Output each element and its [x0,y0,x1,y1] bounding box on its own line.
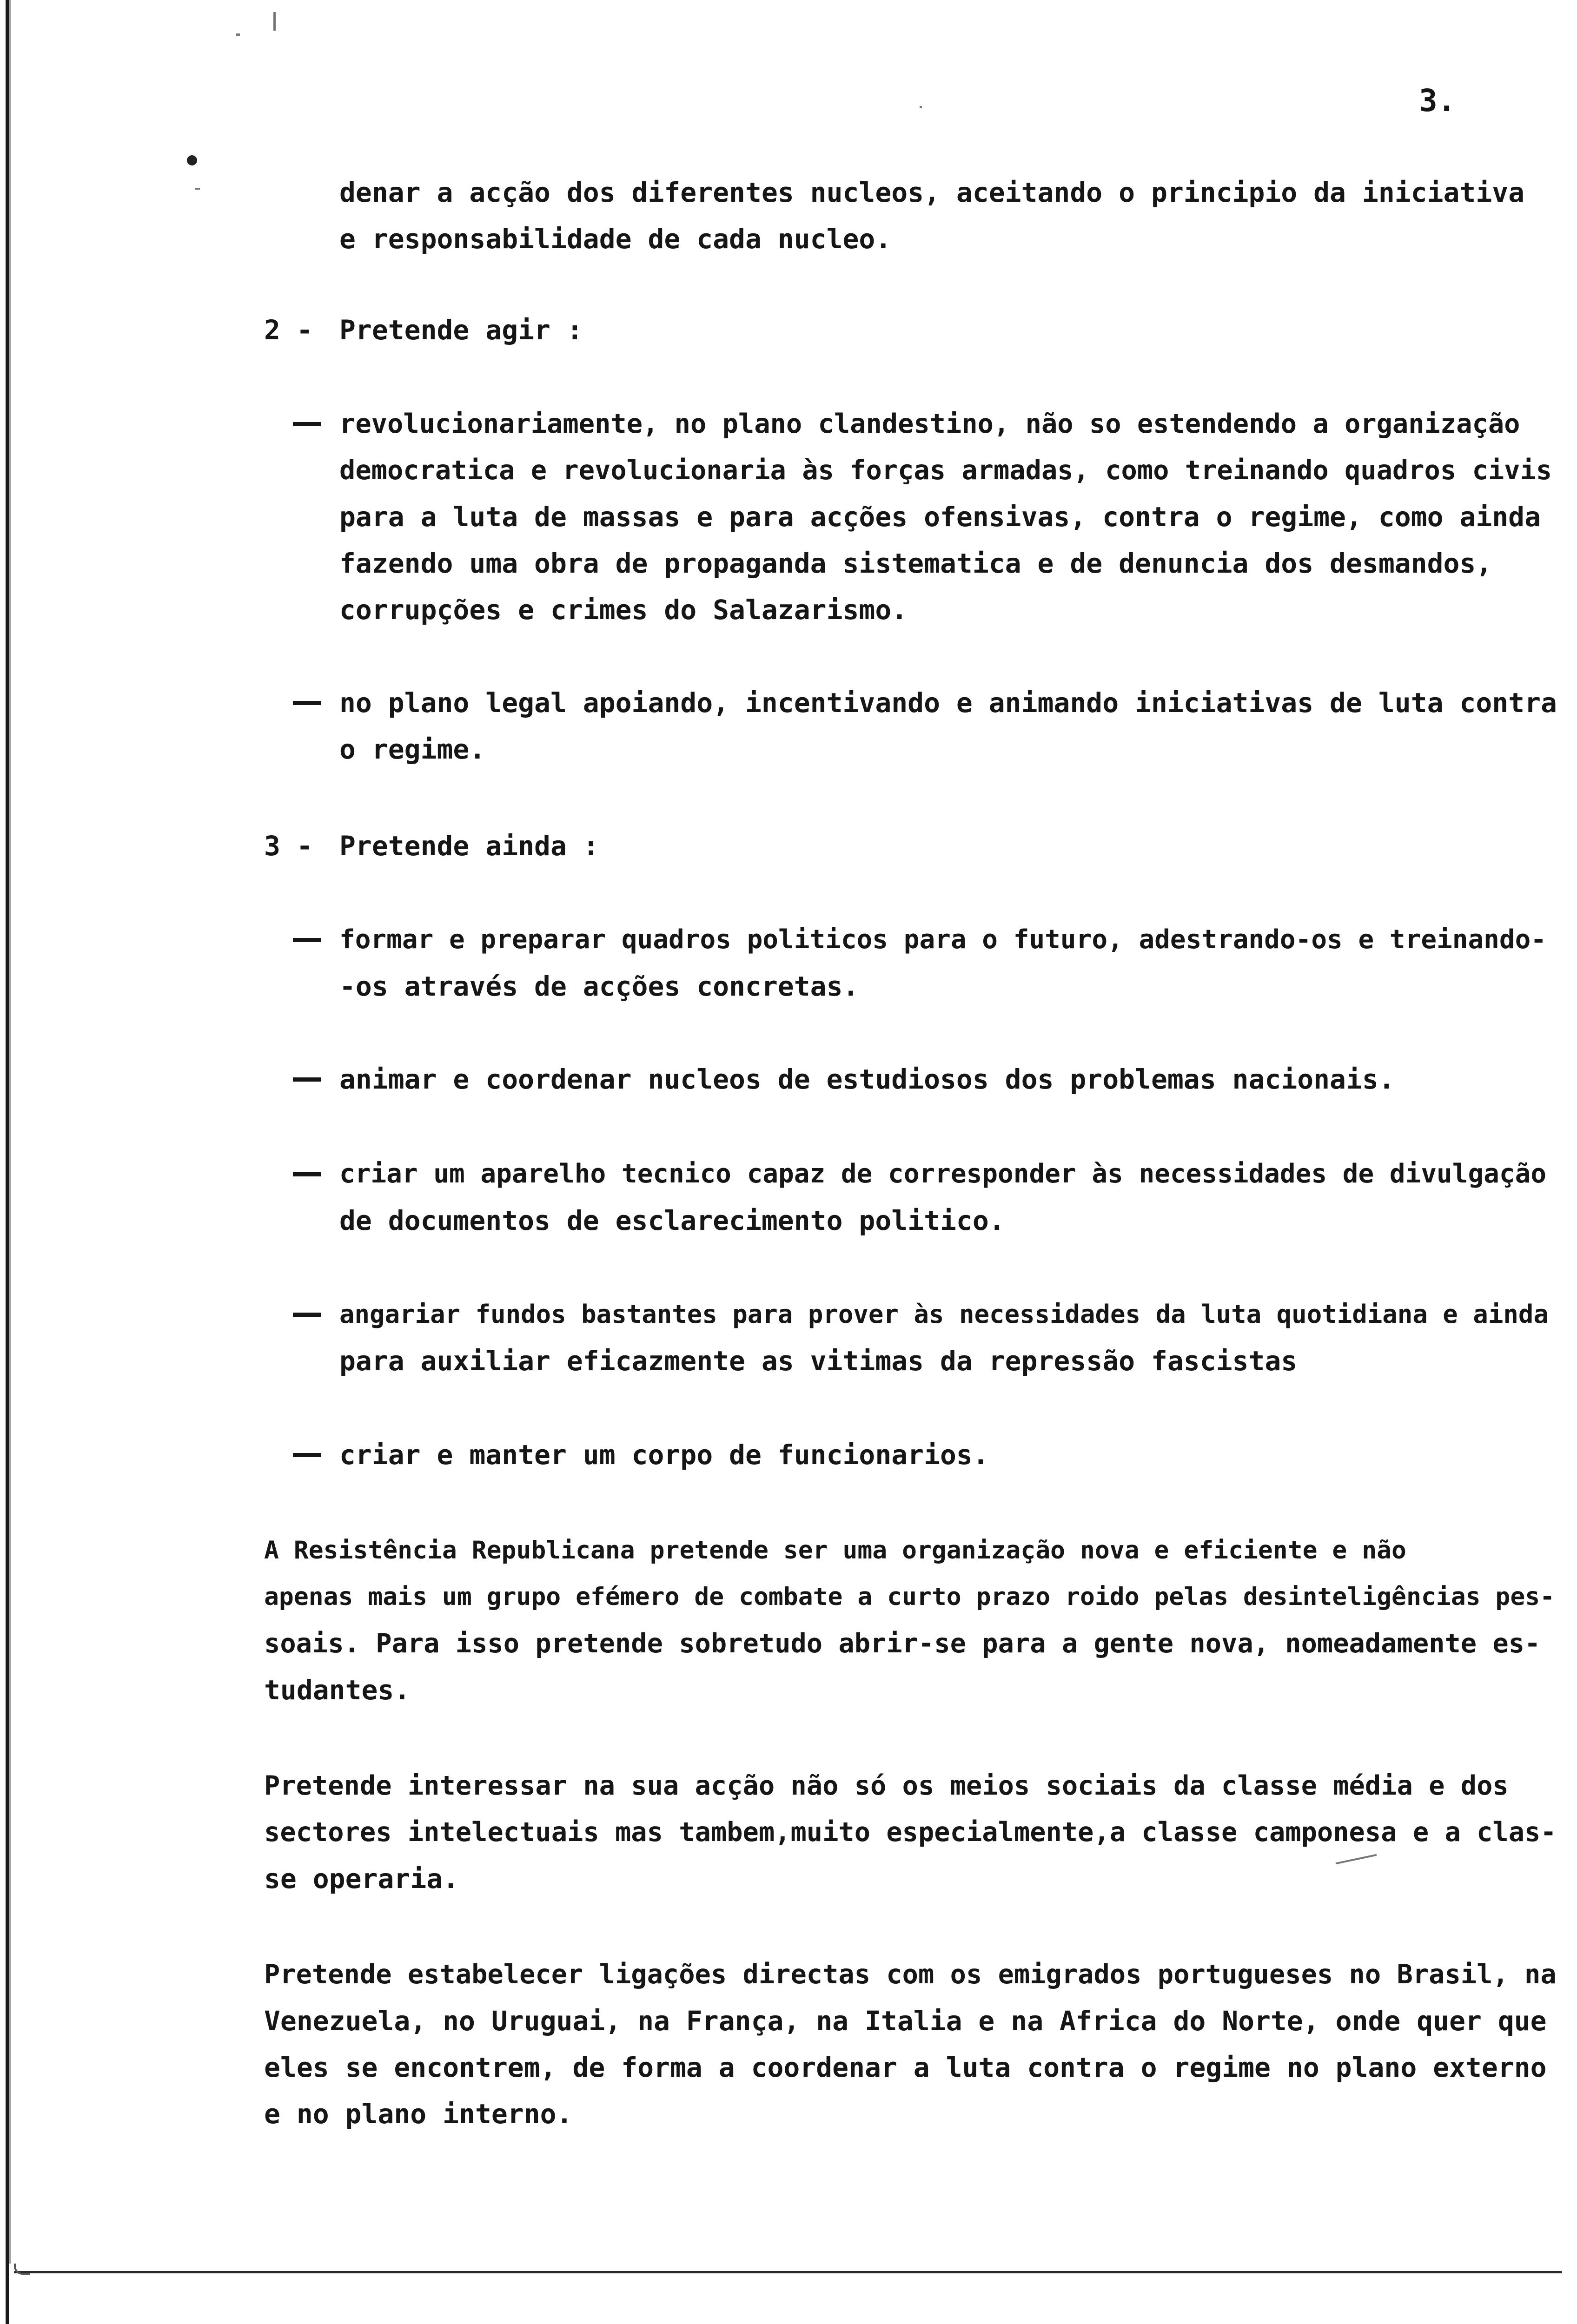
scan-speck [920,106,922,108]
section-heading: Pretende agir : [339,314,583,346]
dash-bullet [293,701,321,705]
page-bottom-edge [14,2271,1562,2273]
text-line: formar e preparar quadros politicos para o futuro, adestrando-os e treinando- [339,924,1547,955]
text-line: apenas mais um grupo efémero de combate a curto prazo roido pelas desinteligências pes- [264,1583,1555,1611]
opening-paragraph [339,169,1524,262]
text-line: revolucionariamente, no plano clandestino, não so estendendo a organização [339,409,1520,439]
text-line: para auxiliar eficazmente as vitimas da repressão fascistas [339,1345,1298,1377]
text-line: no plano legal apoiando, incentivando e animando iniciativas de luta contra [339,687,1557,719]
paragraph [264,1951,1557,2137]
list-item [339,917,1546,1010]
text-line: soais. Para isso pretende sobretudo abrir-se para a gente nova, nomeadamente es- [264,1628,1541,1659]
dash-bullet [293,422,321,426]
text-line: sectores intelectuais mas tambem,muito especialmente,a classe camponesa e a clas- [264,1817,1557,1848]
list-item [339,401,1552,633]
dash-bullet [293,1453,321,1457]
dash-bullet [293,1313,321,1317]
scan-speck [236,33,240,36]
text-line: criar e manter um corpo de funcionarios. [339,1439,989,1471]
text-line: se operaria. [264,1863,459,1895]
dash-bullet [293,1077,321,1082]
page-number: 3. [1419,83,1456,119]
text-line: Pretende interessar na sua acção não só os meios sociais da classe média e dos [264,1770,1509,1801]
text-line: -os através de acções concretas. [339,971,859,1002]
section-heading: Pretende ainda : [339,830,599,862]
text-line: denar a acção dos diferentes nucleos, aceitando o principio da iniciativa [339,177,1525,208]
text-line: Pretende estabelecer ligações directas com os emigrados portugueses no Brasil, na [264,1959,1557,1990]
text-line: Venezuela, no Uruguai, na França, na Italia e na Africa do Norte, onde quer que [264,2005,1547,2037]
dash-bullet [293,938,321,942]
section-number: 3 - [264,830,313,862]
text-line: fazendo uma obra de propaganda sistematica e de denuncia dos desmandos, [339,548,1492,579]
list-item [339,1291,1549,1384]
list-item [339,1056,1395,1103]
list-item [339,1432,989,1478]
paragraph [264,1527,1555,1713]
section-number: 2 - [264,314,313,346]
scan-dot [187,155,197,165]
text-line: para a luta de massas e para acções ofensivas, contra o regime, como ainda [339,501,1541,533]
scan-speck [273,12,276,31]
text-line: o regime. [339,733,486,765]
text-line: tudantes. [264,1674,411,1706]
list-item [339,1151,1546,1244]
scan-edge-left [6,0,9,2324]
text-line: animar e coordenar nucleos de estudiosos dos problemas nacionais. [339,1063,1395,1095]
dash-bullet [293,1172,321,1176]
text-line: e responsabilidade de cada nucleo. [339,223,892,255]
scan-edge-shadow [9,0,11,2264]
list-item [339,680,1557,772]
paragraph [264,1763,1557,1902]
text-line: angariar fundos bastantes para prover às necessidades da luta quotidiana e ainda [339,1300,1549,1329]
scan-speck [195,188,200,190]
text-line: criar um aparelho tecnico capaz de corresponder às necessidades de divulgação [339,1159,1547,1189]
text-line: e no plano interno. [264,2098,573,2130]
text-line: A Resistência Republicana pretende ser uma organização nova e eficiente e não [264,1536,1406,1565]
text-line: democratica e revolucionaria às forças armadas, como treinando quadros civis [339,455,1552,486]
text-line: corrupções e crimes do Salazarismo. [339,594,908,626]
text-line: eles se encontrem, de forma a coordenar a luta contra o regime no plano externo [264,2052,1547,2083]
text-line: de documentos de esclarecimento politico. [339,1205,1005,1236]
